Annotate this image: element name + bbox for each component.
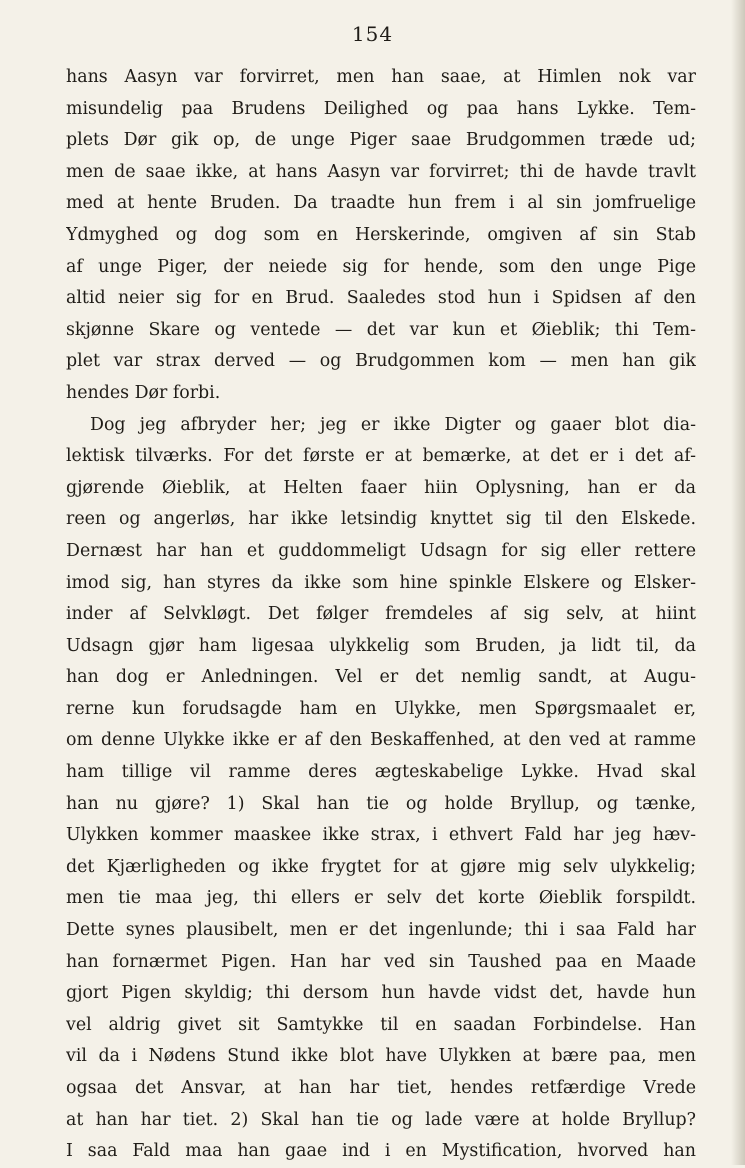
page-number: 154 <box>351 22 394 46</box>
body-text <box>66 62 696 1168</box>
text-line: misundelig paa Brudens Deilighed og paa hans Lykke. Tem- <box>66 98 696 119</box>
text-line: lektisk tilværks. For det første er at bemærke, at det er i det af- <box>66 446 696 467</box>
text-line: ogsaa det Ansvar, at han har tiet, hendes retfærdige Vrede <box>66 1078 696 1098</box>
text-line: inder af Selvkløgt. Det følger fremdeles af sig selv, at hiint <box>66 604 696 625</box>
text-line: plets Dør gik op, de unge Piger saae Brudgommen træde ud; <box>66 130 696 151</box>
text-line: gjørende Øieblik, at Helten faaer hiin Oplysning, han er da <box>66 477 696 498</box>
text-line: hendes Dør forbi. <box>66 382 221 403</box>
text-line: at han har tiet. 2) Skal han tie og lade være at holde Bryllup? <box>66 1109 696 1130</box>
text-line: hans Aasyn var forvirret, men han saae, at Himlen nok var <box>66 67 696 87</box>
text-line: han nu gjøre? 1) Skal han tie og holde Bryllup, og tænke, <box>66 793 696 814</box>
text-line: I saa Fald maa han gaae ind i en Mystification, hvorved han <box>66 1141 696 1162</box>
text-line: rerne kun forudsagde ham en Ulykke, men Spørgsmaalet er, <box>66 698 696 719</box>
text-line: Ydmyghed og dog som en Herskerinde, omgiven af sin Stab <box>66 224 696 245</box>
text-line: Udsagn gjør ham ligesaa ulykkelig som Bruden, ja lidt til, da <box>66 635 696 656</box>
text-line: vil da i Nødens Stund ikke blot have Ulykken at bære paa, men <box>66 1046 696 1067</box>
text-line: men tie maa jeg, thi ellers er selv det korte Øieblik forspildt. <box>66 888 696 909</box>
text-line: han dog er Anledningen. Vel er det nemlig sandt, at Augu- <box>66 667 696 688</box>
text-line: Dog jeg afbryder her; jeg er ikke Digter og gaaer blot dia- <box>90 414 696 435</box>
text-line: reen og angerløs, har ikke letsindig knyttet sig til den Elskede. <box>66 509 696 530</box>
text-line: men de saae ikke, at hans Aasyn var forvirret; thi de havde travlt <box>66 161 696 182</box>
text-line: altid neier sig for en Brud. Saaledes stod hun i Spidsen af den <box>66 288 696 309</box>
text-line: Ulykken kommer maaskee ikke strax, i ethvert Fald har jeg hæv- <box>66 825 696 846</box>
text-line: Dernæst har han et guddommeligt Udsagn for sig eller rettere <box>66 540 696 561</box>
text-line: med at hente Bruden. Da traadte hun frem i al sin jomfruelige <box>66 193 696 214</box>
text-line: om denne Ulykke ikke er af den Beskaffenhed, at den ved at ramme <box>66 730 696 751</box>
text-line: Dette synes plausibelt, men er det ingenlunde; thi i saa Fald har <box>66 920 696 941</box>
text-line: han fornærmet Pigen. Han har ved sin Taushed paa en Maade <box>66 951 696 972</box>
page-edge-shadow <box>731 0 745 1165</box>
text-line: vel aldrig givet sit Samtykke til en saadan Forbindelse. Han <box>66 1014 696 1035</box>
text-line: plet var strax derved — og Brudgommen kom — men han gik <box>66 351 696 372</box>
text-line: af unge Piger, der neiede sig for hende, som den unge Pige <box>66 256 696 277</box>
text-line: skjønne Skare og ventede — det var kun et Øieblik; thi Tem- <box>66 319 696 340</box>
text-line: det Kjærligheden og ikke frygtet for at gjøre mig selv ulykkelig; <box>66 856 696 877</box>
text-line: gjort Pigen skyldig; thi dersom hun havde vidst det, havde hun <box>66 983 696 1004</box>
text-line: imod sig, han styres da ikke som hine spinkle Elskere og Elsker- <box>66 572 696 593</box>
text-line: ham tillige vil ramme deres ægteskabelige Lykke. Hvad skal <box>66 762 696 783</box>
